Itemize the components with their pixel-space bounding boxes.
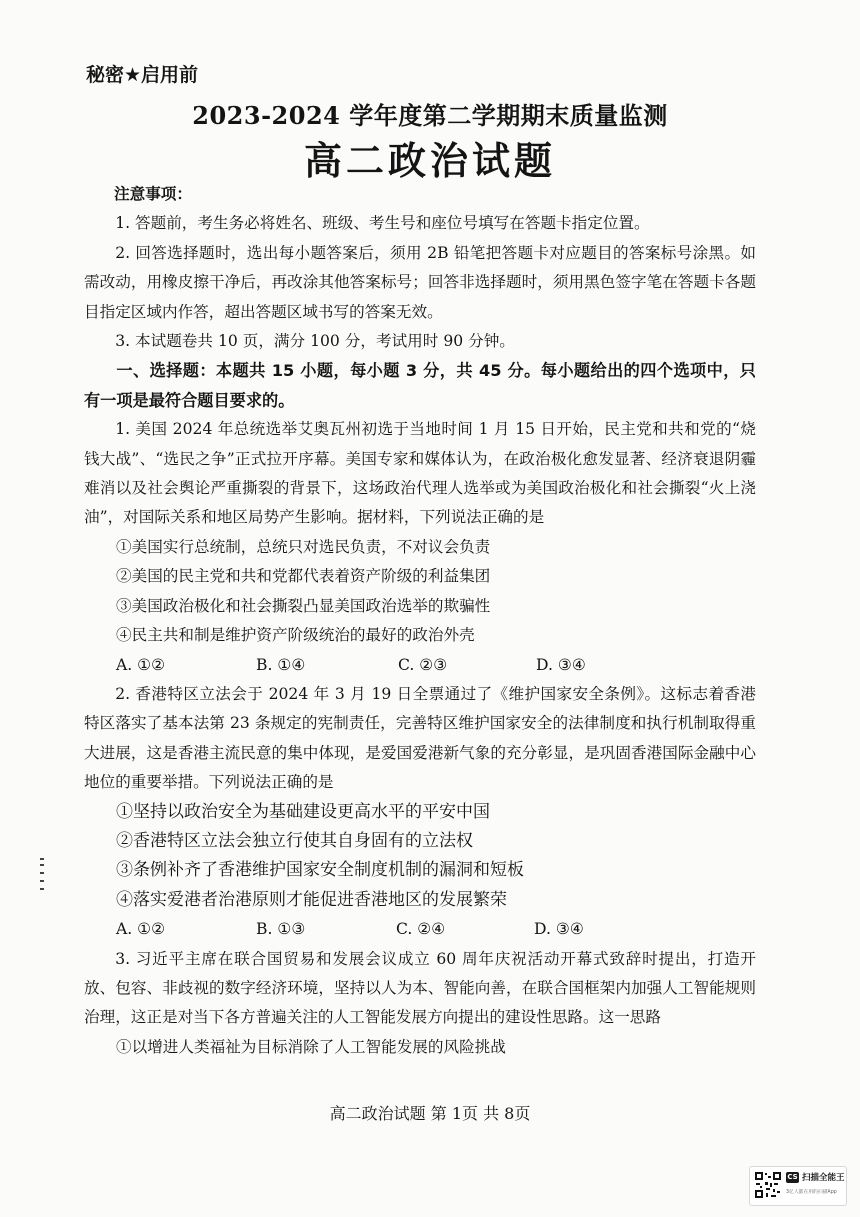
scanner-app-name: 扫描全能王 [802,1173,845,1183]
scanner-app-slogan: 3亿人都在用的扫描App [786,1190,837,1195]
question-1-answer-a: A. ①② [116,655,166,674]
question-2-answer-c: C. ②④ [396,920,446,939]
notice-item-3: 3. 本试题卷共 10 页，满分 100 分，考试用时 90 分钟。 [115,332,515,351]
question-1-answer-d: D. ③④ [536,655,586,674]
question-2-answer-b: B. ①③ [256,920,306,939]
question-1-option-2: ②美国的民主党和共和党都代表着资产阶级的利益集团 [116,567,491,586]
page-footer: 高二政治试题 第 1页 共 8页 [329,1104,531,1123]
notice-item-1: 1. 答题前，考生务必将姓名、班级、考生号和座位号填写在答题卡指定位置。 [115,214,650,233]
notice-item-2: 2. 回答选择题时，选出每小题答案后，须用 2B 铅笔把答题卡对应题目的答案标号涂黑。如需改动，用橡皮擦干净后，再改涂其他答案标号；回答非选择题时，须用黑色签字笔在答题卡各题目指定区域内作答，超出答题区域书写的答案无效。 [84,243,756,321]
question-1-option-1: ①美国实行总统制，总统只对选民负责，不对议会负责 [116,537,491,556]
question-1-option-4: ④民主共和制是维护资产阶级统治的最好的政治外壳 [116,626,475,645]
confidential-label: 秘密★启用前 [86,64,199,86]
question-2-answer-a: A. ①② [116,920,166,939]
binding-margin-mark [38,858,46,892]
exam-title: 2023-2024 学年度第二学期期末质量监测 [192,101,668,130]
paper-title: 高二政治试题 [303,139,556,183]
question-2-option-2: ②香港特区立法会独立行使其自身固有的立法权 [116,830,473,851]
qr-code-icon [754,1171,782,1199]
question-2-stem: 2. 香港特区立法会于 2024 年 3 月 19 日全票通过了《维护国家安全条例》。这标志着香港特区落实了基本法第 23 条规定的宪制责任，完善特区维护国家安全的法律制度和执行机制取得重大进展，这是香港主流民意的集中体现，是爱国爱港新气象的充分彰显，是巩固香港国际金融中心地位的重要举措。下列说法正确的是 [84,684,756,792]
question-3-stem: 3. 习近平主席在联合国贸易和发展会议成立 60 周年庆祝活动开幕式致辞时提出，打造开放、包容、非歧视的数字经济环境，坚持以人为本、智能向善，在联合国框架内加强人工智能规则治理，这正是对当下各方普遍关注的人工智能发展方向提出的建设性思路。这一思路 [84,949,756,1027]
question-1-answers [84,651,756,680]
question-2-option-4: ④落实爱港者治港原则才能促进香港地区的发展繁荣 [116,889,507,910]
question-1-answer-b: B. ①④ [256,655,306,674]
question-1-stem: 1. 美国 2024 年总统选举艾奥瓦州初选于当地时间 1 月 15 日开始，民主党和共和党的“烧钱大战”、“选民之争”正式拉开序幕。美国专家和媒体认为，在政治极化愈发显著、经济衰退阴霾难消以及社会舆论严重撕裂的背景下，这场政治代理人选举或为美国政治极化和社会撕裂“火上浇油”，对国际关系和地区局势产生影响。据材料，下列说法正确的是 [84,420,756,527]
question-2-answer-d: D. ③④ [534,920,584,939]
notice-heading: 注意事项： [114,185,192,203]
question-1-option-3: ③美国政治极化和社会撕裂凸显美国政治选举的欺骗性 [116,596,491,615]
exam-body [84,180,756,1062]
scanner-logo-icon: CS [787,1173,798,1181]
section-one-heading: 一、选择题：本题共 15 小题，每小题 3 分，共 45 分。每小题给出的四个选项中，只有一项是最符合题目要求的。 [84,361,756,410]
question-2-option-1: ①坚持以政治安全为基础建设更高水平的平安中国 [116,801,490,822]
scanner-watermark-badge [749,1166,847,1206]
question-2-answers [84,915,756,944]
question-3-option-1: ①以增进人类福祉为目标消除了人工智能发展的风险挑战 [116,1037,506,1056]
question-1-answer-c: C. ②③ [398,655,448,674]
question-2-option-3: ③条例补齐了香港维护国家安全制度机制的漏洞和短板 [116,860,524,881]
